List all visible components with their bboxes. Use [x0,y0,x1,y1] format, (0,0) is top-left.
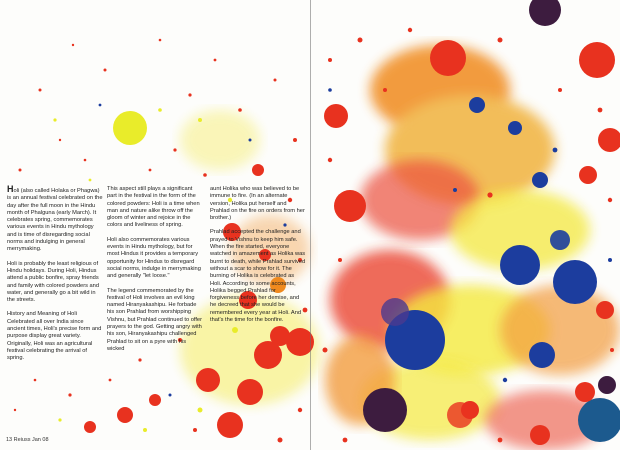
article-paragraph: Holi also commemorates various events in Hindu mythology, but for most Hindus it provides a temporary opportunity for Hindus to disregard social norms, indulge in merrymaking and generally "let loose." [107,236,201,280]
article-paragraph: aunt Holika who was believed to be immune to fire. (In an alternate version, Holika put herself and Prahlad on the fire on orders from her brother.) [210,186,305,222]
article-column-3 [210,186,306,331]
page-footer: 13 Reiuss Jan 08 [6,437,49,443]
article-paragraph: The legend commemorated by the festival of Holi involves an evil king named Hiranyakashipu. He forbade his son Prahlad from worshipping Vishnu, but Prahlad continued to offer prayers to the god. Getting angry with his son, Hiranyakashipu challenged Prahlad to sit on a pyre with his wicked [107,287,202,352]
article-paragraph: Prahlad accepted the challenge and prayed to Vishnu to keep him safe. When the fire started, everyone watched in amazement as Holika was burnt to death, while Prahlad survived without a scar to show for it. The burning of Holika is celebrated as Holi. According to some accounts, Holika begged Prahlad for forgiveness before her demise, and he decreed that she would be remembered every year at Holi. And that's the time for the bonfire. [210,229,306,324]
article-paragraph: This aspect still plays a significant part in the festival in the form of the colored powders: Holi is a time when man and nature alike throw off the gloom of winter and rejoice in the colors and liveliness of spring. [107,186,200,229]
page-gutter [310,0,311,450]
article-column-1 [7,186,103,370]
article-paragraph: History and Meaning of Holi Celebrated all over India since ancient times, Holi's precise form and purpose display great variety. Originally, Holi was an agricultural festival celebrating the arrival of spring. [7,311,102,362]
drop-cap: H [7,184,14,194]
article-paragraph: Holi is probably the least religious of Hindu holidays. During Holi, Hindus attend a public bonfire, spray friends and family with colored powders and water, and generally go a bit wild in the streets. [7,260,99,304]
article-paragraph: Holi (also called Holaka or Phagwa) is an annual festival celebrated on the day after the full moon in the Hindu month of Phalguna (early March). It celebrates spring, commemorates various events in Hindu mythology and is time of disregarding social norms and indulging in general merrymaking. [7,184,103,253]
article-column-2 [107,186,203,360]
